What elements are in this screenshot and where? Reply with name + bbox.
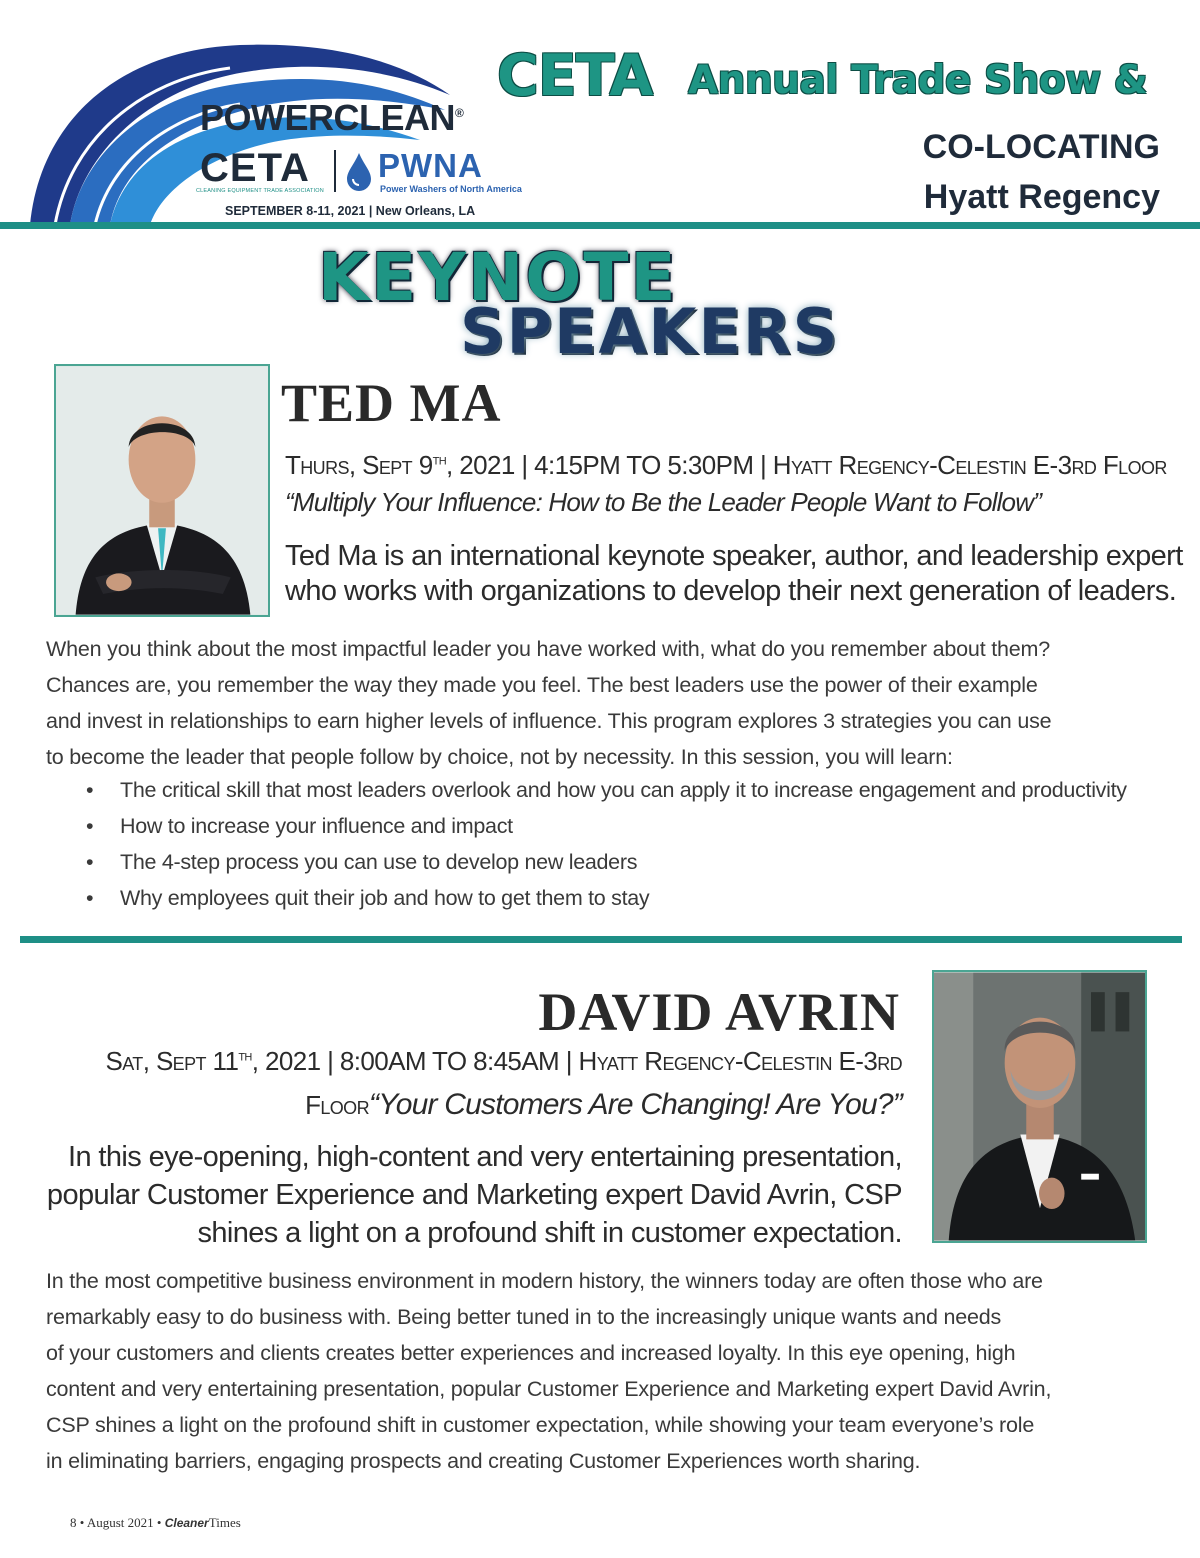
water-drop-icon [344, 151, 374, 191]
session-time-ted-ma: Thurs, Sept 9TH, 2021 | 4:15PM TO 5:30PM | Hyatt Regency-Celestin E-3rd Floor [285, 450, 1167, 480]
header-title-annual: Annual Trade Show & [688, 58, 1148, 103]
section-heading-line2: SPEAKERS [460, 295, 840, 368]
session-description-david-avrin: In the most competitive business environment in modern history, the winners today are often those who are remarkably easy to do business with. Being better tuned in to the increasingly unique wants and needs of your customers and clients creates better experiences and increased loyalty. In this eye opening, high content and very entertaining presentation, popular Customer Experience and Marketing expert David Avrin, CSP shines a light on the profound shift in customer expectation, while showing your team everyone’s role in eliminating barriers, engaging prospects and creating Customer Experiences worth sharing. [46, 1269, 1052, 1473]
talk-title-david-avrin: Floor“Your Customers Are Changing! Are You?” [305, 1088, 902, 1121]
ceta-logo-text: CETA [200, 146, 310, 190]
list-item: • How to increase your influence and impact [86, 814, 513, 838]
pwna-logo-subtitle: Power Washers of North America [380, 184, 522, 194]
header-divider [0, 222, 1200, 229]
list-item: • Why employees quit their job and how to get them to stay [86, 886, 650, 910]
powerclean-logo-text: POWERCLEAN® [200, 97, 464, 138]
session-time-david-avrin: Sat, Sept 11TH, 2021 | 8:00AM TO 8:45AM | Hyatt Regency-Celestin E-3rd [105, 1046, 902, 1076]
header-title-ceta: CETA [497, 43, 653, 109]
speaker-photo-david-avrin [932, 970, 1147, 1243]
speaker-photo-ted-ma [54, 364, 270, 617]
section-heading-line1: KEYNOTE [318, 239, 678, 316]
learning-points-list [78, 772, 1188, 916]
list-item: • The 4-step process you can use to develop new leaders [86, 850, 638, 874]
logo-divider [334, 150, 336, 192]
section-divider [20, 936, 1182, 943]
speaker-bio-david-avrin: In this eye-opening, high-content and very entertaining presentation, popular Customer Experience and Marketing expert David Avrin, CSP shines a light on a profound shift in customer expectation. [46, 1141, 902, 1249]
list-item: • The critical skill that most leaders overlook and how you can apply it to increase engagement and productivity [86, 778, 1127, 802]
ceta-logo-subtitle: CLEANING EQUIPMENT TRADE ASSOCIATION [196, 188, 324, 194]
session-description-ted-ma: When you think about the most impactful leader you have worked with, what do you remember about them? Chances are, you remember the way they made you feel. The best leaders use the power of their example and invest in relationships to earn higher levels of influence. This program explores 3 strategies you can use to become the leader that people follow by choice, not by necessity. In this session, you will learn: [46, 637, 1052, 769]
page-footer: 8 • August 2021 • CleanerTimes [70, 1515, 241, 1530]
speaker-name-david-avrin: DAVID AVRIN [538, 982, 900, 1042]
header-colocating: CO-LOCATING [922, 128, 1160, 166]
header-venue: Hyatt Regency [923, 178, 1160, 216]
talk-title-ted-ma: “Multiply Your Influence: How to Be the Leader People Want to Follow” [285, 487, 1042, 517]
pwna-logo-text: PWNA [378, 147, 483, 184]
speaker-name-ted-ma: TED MA [281, 373, 502, 433]
speaker-bio-ted-ma: Ted Ma is an international keynote speaker, author, and leadership expert who works with organizations to develop their next generation of leaders. [285, 540, 1183, 607]
event-dates: SEPTEMBER 8-11, 2021 | New Orleans, LA [225, 204, 476, 218]
